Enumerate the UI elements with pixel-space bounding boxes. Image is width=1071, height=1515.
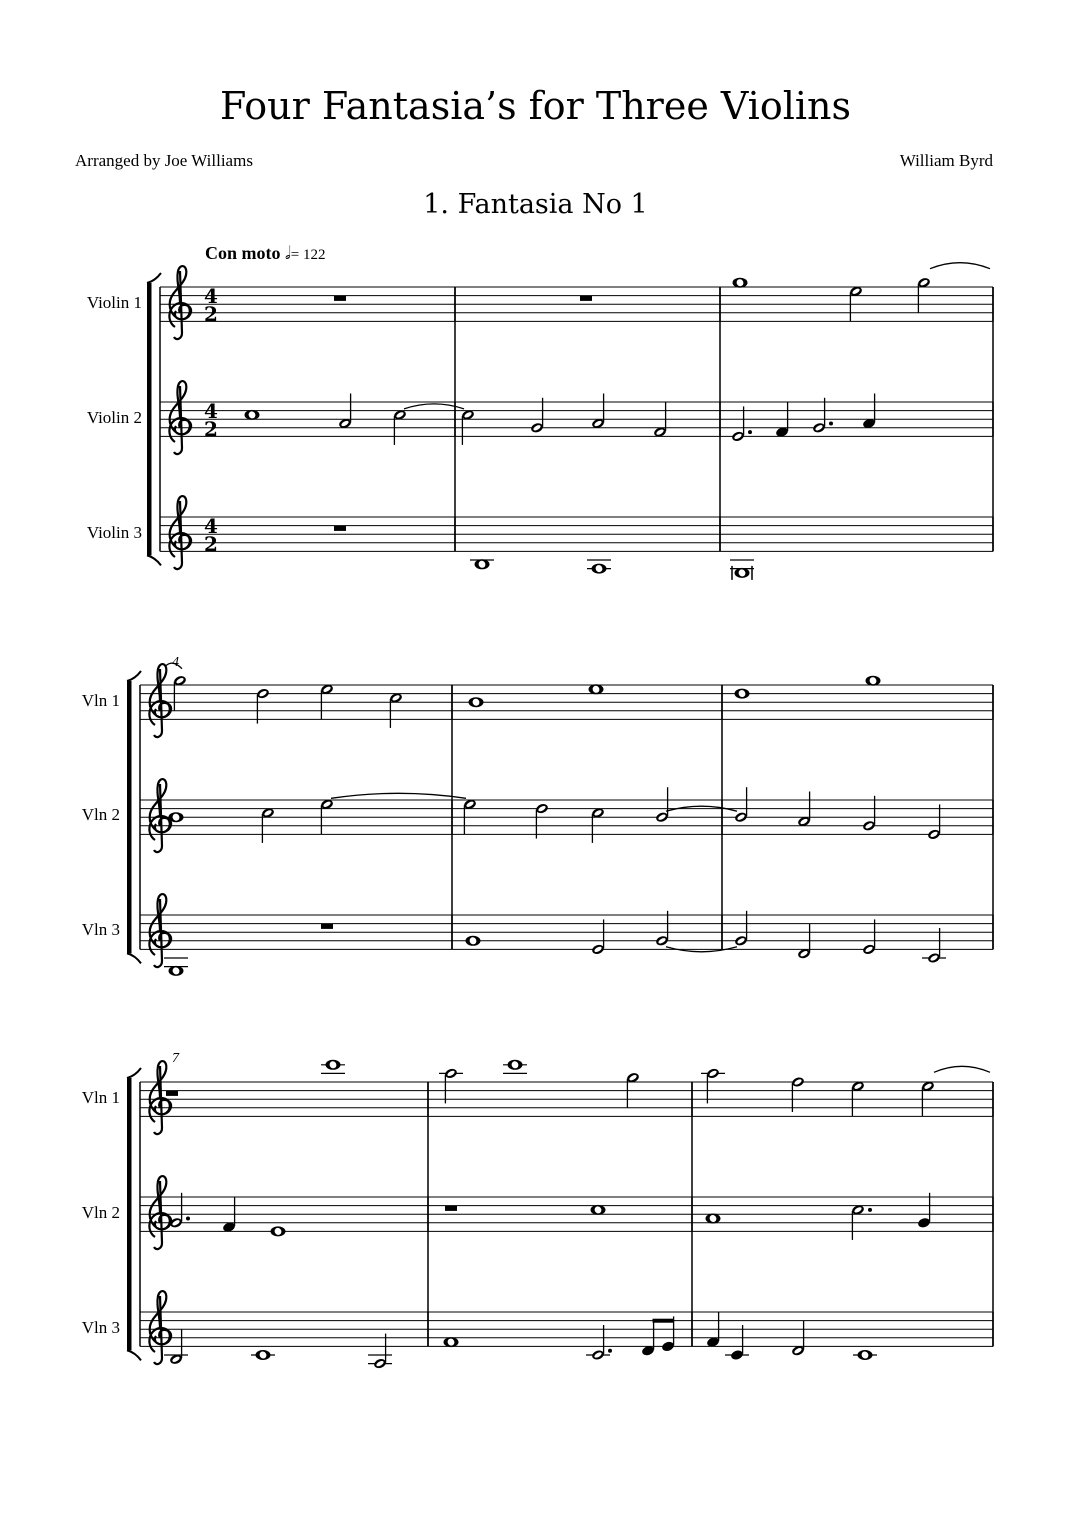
- whole-note: [326, 1060, 341, 1070]
- bracket-hook: [127, 1068, 141, 1078]
- treble-clef-icon: [169, 266, 191, 339]
- whole-note: [866, 676, 881, 686]
- treble-clef-icon: [149, 894, 171, 967]
- staff-label-vln-1: Vln 1: [81, 1088, 120, 1107]
- whole-rest: [334, 296, 346, 301]
- treble-clef-icon: [169, 496, 191, 569]
- augmentation-dot: [829, 422, 833, 426]
- whole-note: [469, 697, 484, 707]
- augmentation-dot: [868, 1208, 872, 1212]
- time-signature-bottom: 2: [204, 302, 218, 326]
- staff-label-vln-2: Vln 2: [81, 805, 120, 824]
- whole-note: [466, 936, 481, 946]
- treble-clef-icon: [149, 779, 171, 852]
- system-bracket: [147, 283, 152, 555]
- whole-note: [508, 1060, 523, 1070]
- breve-note: [735, 568, 750, 578]
- whole-note: [245, 410, 260, 420]
- bracket-hook: [127, 671, 141, 681]
- staff-label-violin-1: Violin 1: [86, 293, 142, 312]
- tie: [165, 663, 182, 669]
- measure-number: 4: [172, 655, 179, 670]
- whole-note: [589, 684, 604, 694]
- whole-rest: [321, 924, 333, 929]
- staff-label-vln-3: Vln 3: [81, 920, 120, 939]
- bracket-hook: [147, 273, 161, 283]
- arranger-credit: Arranged by Joe Williams: [75, 151, 253, 170]
- piece-title: 1. Fantasia No 1: [423, 189, 648, 220]
- whole-note: [591, 1205, 606, 1215]
- treble-clef-icon: [149, 1176, 171, 1249]
- whole-note: [592, 564, 607, 574]
- whole-note: [735, 689, 750, 699]
- whole-note: [858, 1350, 873, 1360]
- tie: [934, 1066, 990, 1072]
- bracket-hook: [147, 555, 161, 565]
- tempo-note-icon: 𝅗𝅥: [285, 243, 291, 263]
- whole-rest: [580, 296, 592, 301]
- time-signature-top: 4: [204, 514, 218, 538]
- score-title: Four Fantasia’s for Three Violins: [219, 84, 851, 128]
- whole-note: [169, 812, 184, 822]
- staff-label-violin-3: Violin 3: [86, 523, 142, 542]
- time-signature-bottom: 2: [204, 532, 218, 556]
- treble-clef-icon: [149, 1061, 171, 1134]
- whole-note: [256, 1350, 271, 1360]
- treble-clef-icon: [149, 664, 171, 737]
- system-bracket: [127, 1078, 132, 1350]
- staff-label-violin-2: Violin 2: [86, 408, 142, 427]
- whole-rest: [166, 1091, 178, 1096]
- tempo-text: Con moto: [205, 243, 281, 263]
- staff-label-vln-1: Vln 1: [81, 691, 120, 710]
- whole-note: [733, 278, 748, 288]
- system-bracket: [127, 681, 132, 953]
- staff-label-vln-2: Vln 2: [81, 1203, 120, 1222]
- treble-clef-icon: [169, 381, 191, 454]
- whole-note: [271, 1226, 286, 1236]
- time-signature-top: 4: [204, 399, 218, 423]
- augmentation-dot: [608, 1349, 612, 1353]
- eighth-beam: [653, 1319, 675, 1323]
- time-signature-top: 4: [204, 284, 218, 308]
- whole-rest: [334, 526, 346, 531]
- augmentation-dot: [748, 430, 752, 434]
- bracket-hook: [127, 953, 141, 963]
- staff-label-vln-3: Vln 3: [81, 1318, 120, 1337]
- tie: [930, 263, 990, 269]
- tie: [331, 793, 466, 798]
- whole-note: [169, 966, 184, 976]
- measure-number: 7: [172, 1051, 179, 1066]
- time-signature-bottom: 2: [204, 417, 218, 441]
- tempo-bpm: = 122: [290, 247, 326, 263]
- whole-note: [444, 1337, 459, 1347]
- whole-note: [475, 559, 490, 569]
- treble-clef-icon: [149, 1291, 171, 1364]
- augmentation-dot: [186, 1217, 190, 1221]
- bracket-hook: [127, 1350, 141, 1360]
- composer-credit: William Byrd: [899, 151, 993, 170]
- whole-note: [706, 1214, 721, 1224]
- whole-rest: [445, 1206, 457, 1211]
